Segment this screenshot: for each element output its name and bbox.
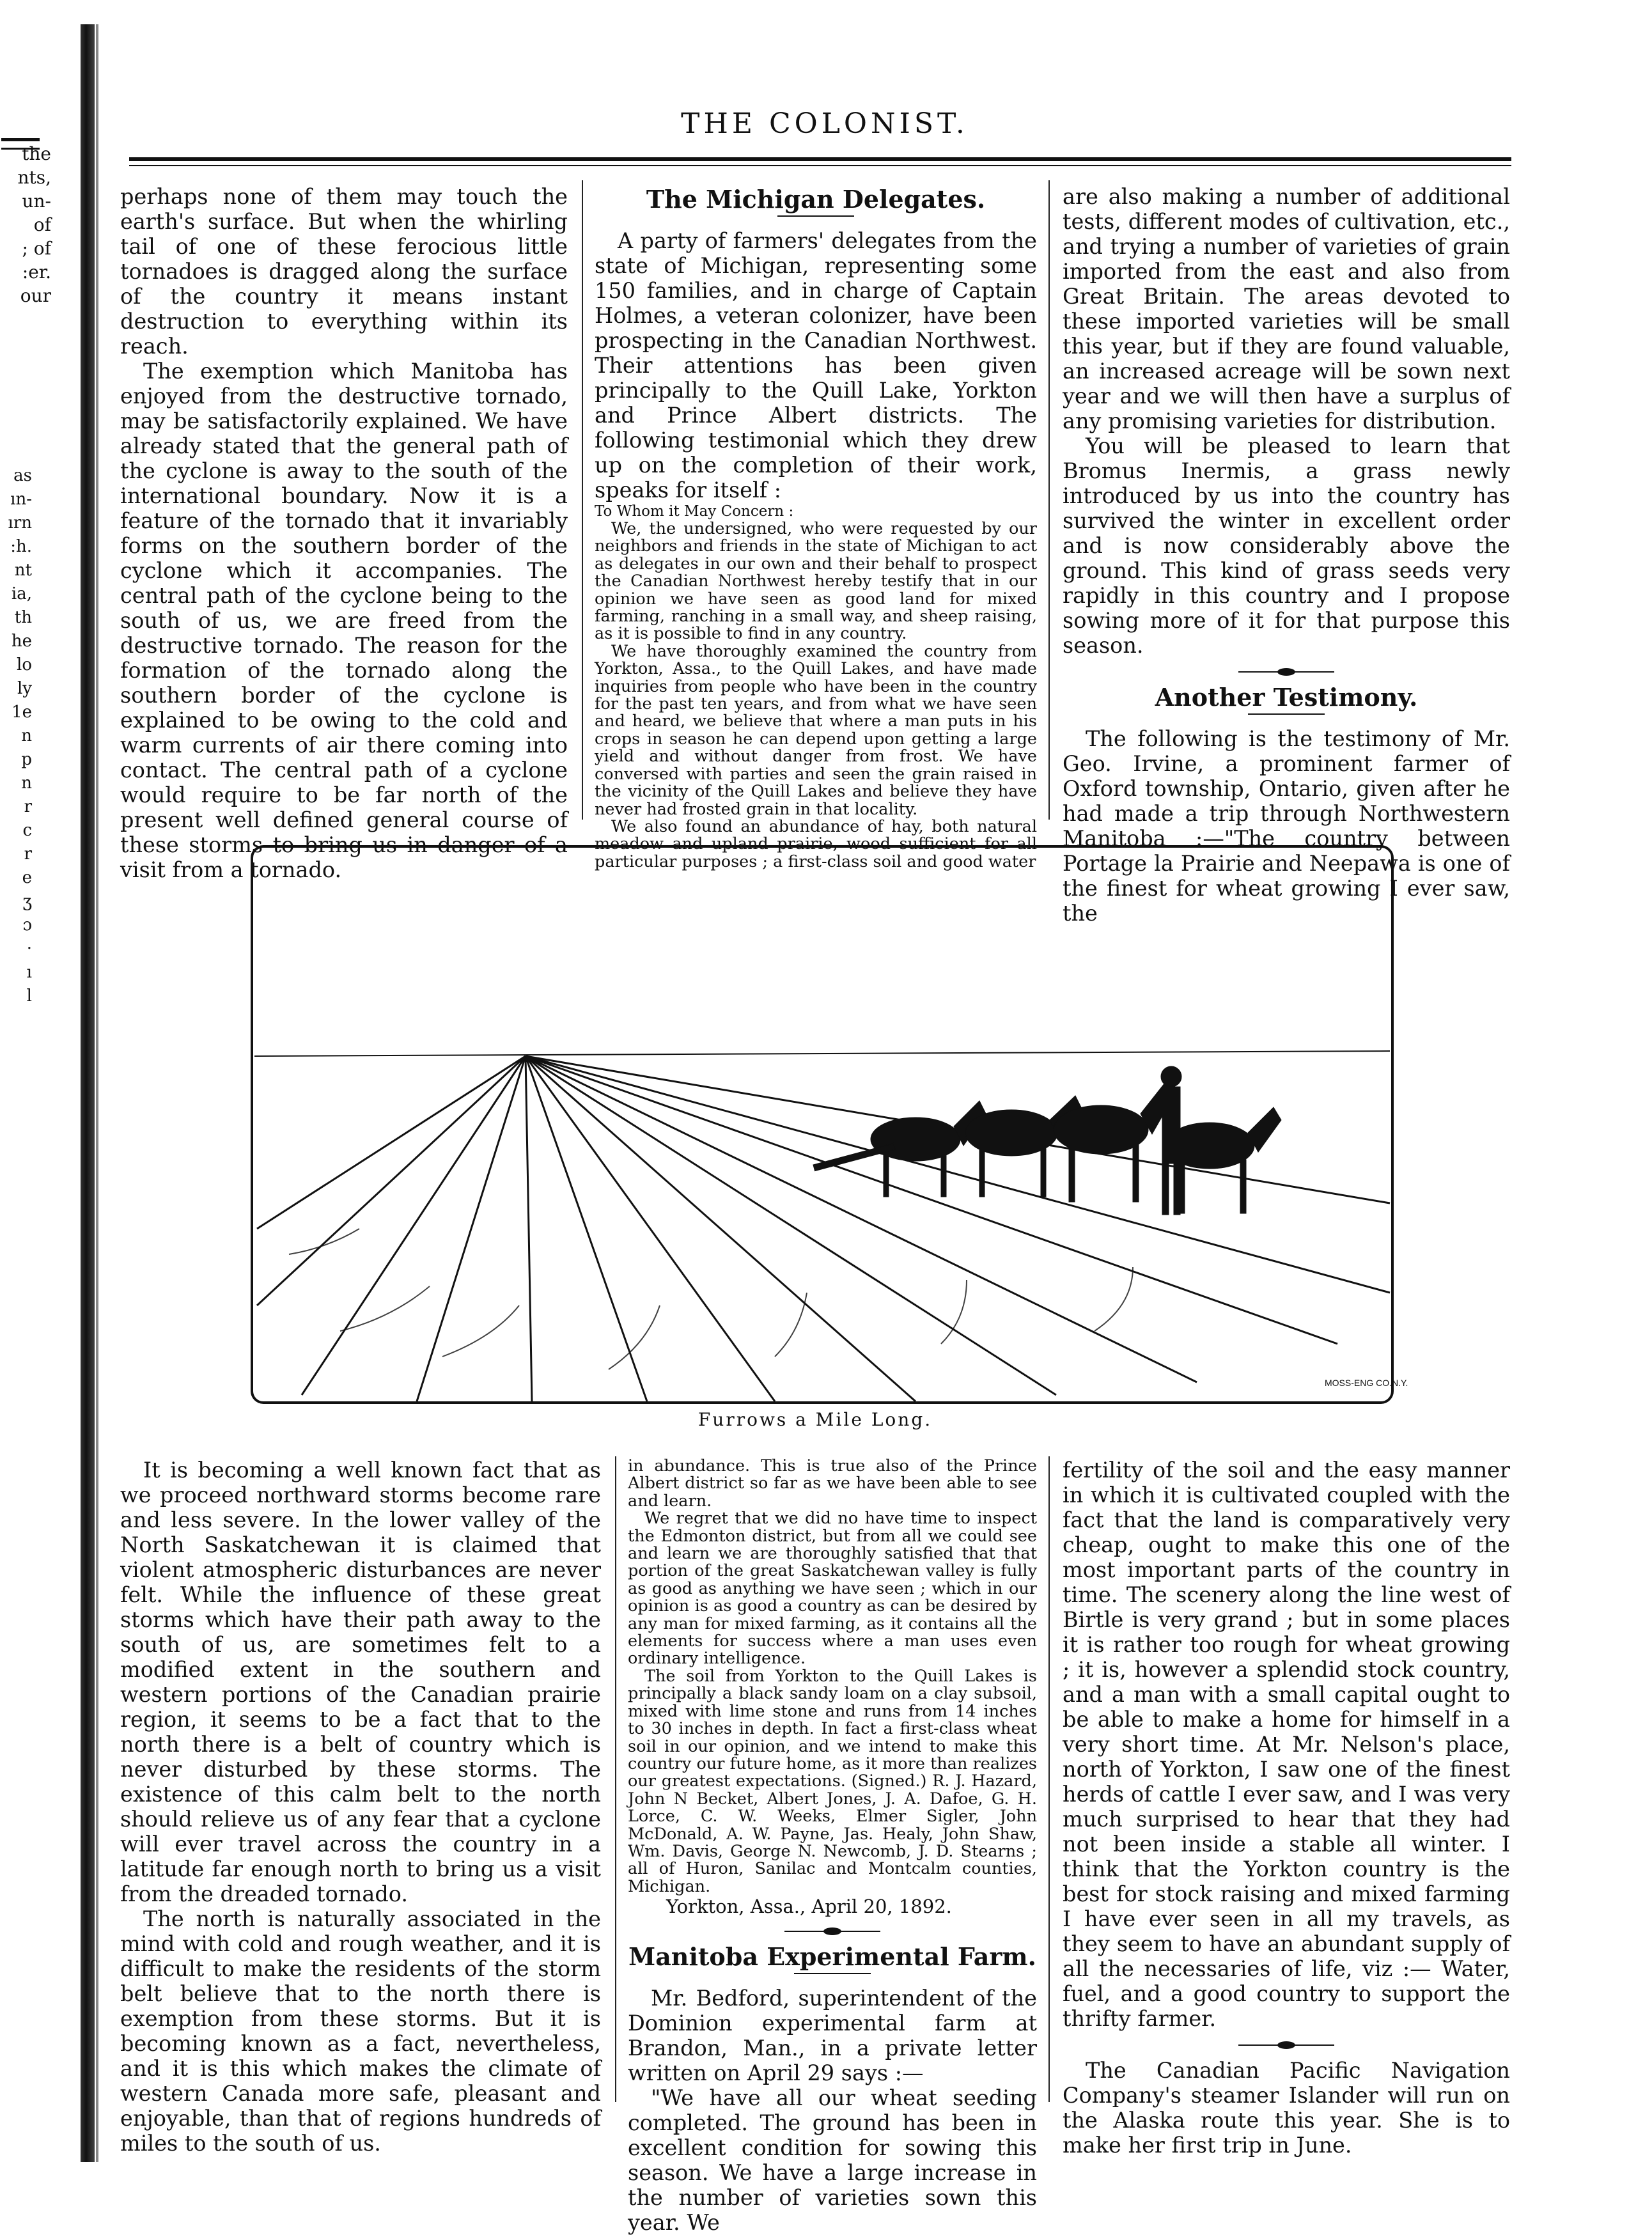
article-michigan-delegates [595, 184, 1037, 871]
margin-fragment: p [21, 750, 32, 769]
paragraph: You will be pleased to learn that Bromus Inermis, a grass newly introduced by us into the country has survived the winter in excellent order and is now considerably above the ground. This kind of grass seeds very rapidly in this country and I propose sowing more of it for that purpose this season. [1063, 433, 1510, 658]
margin-fragment: n [21, 726, 32, 745]
margin-fragment: nt [14, 561, 32, 580]
paragraph: The exemption which Manitoba has enjoyed from the destructive tornado, may be satisfactorily explained. We have already stated that the general path of the cyclone is away to the south of the international boundary. Now it is a feature of the tornado that it invariably forms on the southern border of the cyclone which it accompanies. The central path of the cyclone being to the south of us, we are freed from the destructive tornado. The reason for the formation of the tornado along the southern border of the cyclone is explained to be owing to the cold and warm currents of air there coming into contact. The central path of a cyclone would require to be far north of the present well defined general course of these storms to bring us in danger of a visit from a tornado. [120, 359, 568, 882]
paragraph: The Canadian Pacific Navigation Company's steamer Islander will run on the Alaska route this year. She is to make her first trip in June. [1063, 2058, 1510, 2158]
margin-fragment: ın- [10, 490, 32, 509]
paragraph: A party of farmers' delegates from the state of Michigan, representing some 150 families, and in charge of Captain Holmes, a veteran colonizer, have been prospecting in the Canadian Northwest. Their attentions has been given principally to the Quill Lake, Yorkton and Prince Albert districts. The following testimonial which they drew up on the completion of their work, speaks for itself : [595, 228, 1037, 502]
masthead: THE COLONIST. [681, 107, 969, 140]
plowing-illustration [251, 845, 1408, 1404]
small-paragraph: The soil from Yorkton to the Quill Lakes is principally a black sandy loam on a clay subsoil, mixed with lime stone and runs from 14 inches to 30 inches in depth. In fact a first-class wheat soil in our opinion, and we intend to make this country our future home, as it more than realizes our greatest expectations. (Signed.) R. J. Hazard, John N Becket, Albert Jones, J. A. Dafoe, G. H. Lorce, C. W. Weeks, Elmer Sigler, John McDonald, A. W. Payne, Jas. Healy, John Shaw, Wm. Davis, George N. Newcomb, J. D. Stearns ; all of Huron, Sanilac and Montcalm counties, Michigan. [628, 1666, 1037, 1896]
article-another-testimony-continued [1063, 1458, 1510, 2158]
margin-fragment: l [26, 986, 32, 1006]
masthead-rule [129, 157, 1511, 161]
margin-fragments-middle [0, 464, 32, 1008]
small-paragraph: We, the undersigned, who were requested by our neighbors and friends in the state of Michigan to act as delegates in our own and their behalf to prospect the Canadian Northwest hereby testify that in our opinion we have seen as good land for mixed farming, ranching in a small way, and sheep raising, as it is possible to find in any country. [595, 519, 1037, 644]
paragraph: It is becoming a well known fact that as we proceed northward storms become rare and less severe. In the lower valley of the North Saskatchewan it is claimed that violent atmospheric disturbances are never felt. While the influence of these great storms which have their path away to the south of us, are sometimes felt to a modified extent in the southern and western portions of the Canadian prairie region, it seems to be a fact that to the north there is a belt of country which is never disturbed by these storms. The existence of this calm belt to the north should relieve us of any fear that a cyclone will ever travel across the country in a latitude far enough north to bring us a visit from the dreaded tornado. [120, 1458, 601, 1906]
headline-rule [1248, 713, 1325, 715]
margin-fragment: :er. [22, 261, 51, 283]
section-ornament [1238, 667, 1334, 677]
headline: The Michigan Delegates. [646, 185, 986, 214]
margin-fragment: ı [26, 963, 32, 982]
margin-fragment: ʒ [22, 892, 32, 911]
binding-spine [81, 24, 95, 2162]
margin-fragment: th [14, 608, 32, 627]
section-ornament [1238, 2040, 1334, 2050]
column-rule [615, 1456, 616, 2102]
column-rule [582, 180, 583, 820]
illustration-caption: Furrows a Mile Long. [697, 1409, 933, 1430]
paragraph: are also making a number of additional tests, different modes of cultivation, etc., and trying a number of varieties of grain imported from the east and also from Great Britain. The areas devoted to these imported varieties will be small this year, but if they are found valuable, an increased acreage will be sown next year and we will then have a surplus of any promising varieties for distribution. [1063, 184, 1510, 433]
margin-fragment: he [11, 632, 32, 651]
margin-fragment: ; of [22, 238, 51, 259]
margin-fragments-top [0, 142, 51, 308]
paragraph: Mr. Bedford, superintendent of the Dominion experimental farm at Brandon, Man., in a private letter written on April 29 says :— [628, 1986, 1037, 2086]
small-paragraph: in abundance. This is true also of the Prince Albert district so far as we have been able to see and learn. [628, 1456, 1037, 1511]
margin-fragment: of [33, 214, 51, 235]
engraver-credit: MOSS-ENG CO.N.Y. [1325, 1378, 1408, 1388]
column-rule [1048, 180, 1050, 820]
margin-fragment: our [20, 285, 51, 306]
headline-rule [777, 215, 854, 217]
margin-fragment: n [21, 774, 32, 793]
article-testimonial-continued [628, 1458, 1037, 2235]
dateline: Yorkton, Assa., April 20, 1892. [666, 1896, 952, 1918]
margin-fragment: 1e [12, 703, 32, 722]
headline: Manitoba Experimental Farm. [628, 1942, 1036, 1972]
margin-fragment: the [22, 143, 51, 164]
paragraph: The north is naturally associated in the mind with cold and rough weather, and it is difficult to make the residents of the storm belt believe that to the north there is exemption from these storms. But it is becoming known as a fact, nevertheless, and it is this which makes the climate of western Canada more safe, pleasant and enjoyable, than that of regions hundreds of miles to the south of us. [120, 1906, 601, 2156]
margin-fragment: as [13, 466, 32, 485]
margin-fragment: nts, [17, 167, 51, 188]
binding-edge [96, 24, 98, 2162]
margin-fragment: ırn [8, 513, 32, 533]
article-tornado-top [120, 184, 568, 882]
section-ornament [784, 1926, 880, 1936]
margin-fragment: · [26, 939, 32, 958]
paragraph: "We have all our wheat seeding completed. The ground has been in excellent condition for sowing this season. We have a large increase in the number of varieties sown this year. We [628, 2085, 1037, 2235]
masthead-rule-thin [129, 165, 1511, 166]
small-paragraph: We regret that we did no have time to inspect the Edmonton district, but from all we could see and learn we are thoroughly satisfied that that portion of the great Saskatchewan valley is fully as good as anything we have seen ; which in our opinion is as good a country as can be desired by any man for mixed farming, as it contains all the elements for success where a man uses even ordinary intelligence. [628, 1509, 1037, 1669]
margin-fragment: lo [17, 655, 32, 674]
margin-fragment: un- [22, 191, 51, 212]
headline-rule [794, 1973, 871, 1974]
margin-fragment: ly [17, 679, 32, 698]
paragraph: The following is the testimony of Mr. Geo. Irvine, a prominent farmer of Oxford township, Ontario, given after he had made a trip through Northwestern Manitoba :—"The country between Portage la Prairie and Neepawa is one of the finest for wheat growing I ever saw, the [1063, 726, 1510, 926]
article-experimental-farm-continued [1063, 184, 1510, 926]
margin-fragment: :h. [10, 537, 32, 556]
margin-fragment: r [24, 845, 32, 864]
small-paragraph: We also found an abundance of hay, both natural meadow and upland prairie, wood sufficient for all particular purposes ; a first-class soil and good water [595, 816, 1037, 871]
headline: Another Testimony. [1155, 683, 1418, 712]
salutation: To Whom it May Concern : [595, 503, 794, 520]
margin-fragment: ia, [11, 584, 32, 604]
small-paragraph: We have thoroughly examined the country from Yorkton, Assa., to the Quill Lakes, and have made inquiries from people who have been in the country for the past ten years, and from what we have seen and heard, we believe that where a man puts in his crops in season he can depend upon getting a large yield and without danger from frost. We have conversed with parties and seen the grain raised in the vicinity of the Quill Lakes and believe they have never had frosted grain in that locality. [595, 641, 1037, 819]
paragraph: perhaps none of them may touch the earth's surface. But when the whirling tail of one of these ferocious little tornadoes is dragged along the surface of the country it means instant destruction to everything within its reach. [120, 184, 568, 359]
column-rule [1048, 1456, 1050, 2102]
margin-fragment: ɔ [22, 915, 32, 935]
paragraph: fertility of the soil and the easy manner in which it is cultivated coupled with the fact that the land is comparatively very cheap, ought to make this one of the most important parts of the country in time. The scenery along the line west of Birtle is very grand ; but in some places it is rather too rough for wheat growing ; it is, however a splendid stock country, and a man with a small capital ought to be able to make a home for himself in a very short time. At Mr. Nelson's place, north of Yorkton, I saw one of the finest herds of cattle I ever saw, and I was very much surprised to hear that they had not been inside a stable all winter. I think that the Yorkton country is the best for stock raising and mixed farming I have ever seen in all my travels, as they seem to have an abundant supply of all the necessaries of life, viz :— Water, fuel, and a good country to support the thrifty farmer. [1063, 1458, 1510, 2031]
margin-fragment: c [22, 821, 32, 840]
margin-fragment: e [22, 868, 32, 887]
margin-fragment: r [24, 797, 32, 816]
article-tornado-bottom [120, 1458, 601, 2156]
